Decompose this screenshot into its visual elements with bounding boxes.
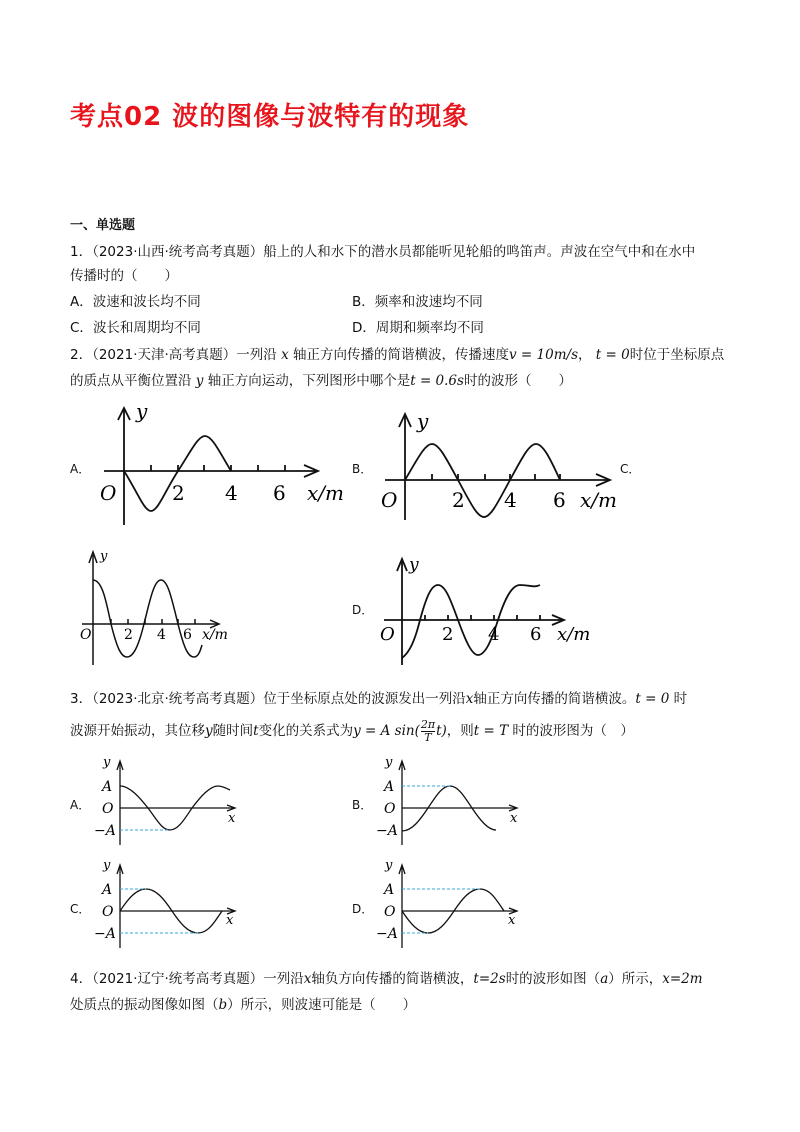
q3b-O: O xyxy=(384,801,396,817)
q3-source: （2023·北京·统考高考真题） xyxy=(92,691,264,707)
q1-option-d[interactable]: D．周期和频率均不同 xyxy=(352,320,484,336)
q3-option-b[interactable]: B． xyxy=(352,798,373,812)
q3-option-c[interactable]: C． xyxy=(70,902,91,916)
q2b-tick-4: 4 xyxy=(504,488,517,512)
q4-source: （2021·辽宁·统考高考真题） xyxy=(92,971,264,987)
q2a-x-unit: x/m xyxy=(307,481,344,505)
q1-source: （2023·山西·统考高考真题） xyxy=(92,244,264,260)
q1-option-b[interactable]: B．频率和波速均不同 xyxy=(352,294,483,310)
q2c-y-label: y xyxy=(100,549,108,564)
q2d-tick-4: 4 xyxy=(488,624,500,645)
q2-option-b[interactable]: B． xyxy=(352,462,373,476)
q2b-tick-6: 6 xyxy=(553,488,566,512)
q3a-A: A xyxy=(102,779,113,795)
q2d-x-unit: x/m xyxy=(557,624,591,645)
q2-line1: 2．（2021·天津·高考真题）一列沿 x 轴正方向传播的简谐横波，传播速度v = 10m/s， t = 0时位于坐标原点 xyxy=(70,347,725,363)
q2c-tick-2: 2 xyxy=(124,627,133,643)
q1-option-a[interactable]: A．波速和波长均不同 xyxy=(70,294,201,310)
q2-option-d[interactable]: D． xyxy=(352,603,374,617)
q2-option-a[interactable]: A． xyxy=(70,462,91,476)
q2b-x-unit: x/m xyxy=(580,488,617,512)
q2a-origin: O xyxy=(100,481,117,505)
q3-option-a[interactable]: A． xyxy=(70,798,91,812)
q3b-y: y xyxy=(385,755,393,770)
q2-source: （2021·天津·高考真题） xyxy=(92,347,237,363)
q1-text: 船上的人和水下的潜水员都能听见轮船的鸣笛声。声波在空气中和在水中 xyxy=(263,244,696,260)
q3d-negA: −A xyxy=(376,926,398,942)
q2d-tick-6: 6 xyxy=(530,624,542,645)
q2d-y-label: y xyxy=(409,555,419,575)
q2d-origin: O xyxy=(380,624,395,645)
q3a-negA: −A xyxy=(94,823,116,839)
q2a-tick-2: 2 xyxy=(172,481,185,505)
q3d-A: A xyxy=(384,882,395,898)
q2c-tick-6: 6 xyxy=(183,627,192,643)
q3b-A: A xyxy=(384,779,395,795)
q4-line2: 处质点的振动图像如图（b）所示，则波速可能是（ ） xyxy=(70,997,417,1013)
q3d-x: x xyxy=(508,913,516,928)
q3b-negA: −A xyxy=(376,823,398,839)
q3c-negA: −A xyxy=(94,926,116,942)
q3d-y: y xyxy=(385,858,393,873)
q3c-x: x xyxy=(226,913,234,928)
q2-line2: 的质点从平衡位置沿 y 轴正方向运动，下列图形中哪个是t = 0.6s时的波形（ ） xyxy=(70,373,572,389)
q2b-y-label: y xyxy=(417,409,429,433)
q2b-tick-2: 2 xyxy=(452,488,465,512)
q1-number: 1． xyxy=(70,244,93,260)
q2a-tick-6: 6 xyxy=(273,481,286,505)
section-heading: 一、单选题 xyxy=(70,218,136,233)
q4-line1: 4．（2021·辽宁·统考高考真题）一列沿x轴负方向传播的简谐横波，t=2s时的波形如图（a）所示，x=2m xyxy=(70,971,703,987)
q2c-x-unit: x/m xyxy=(202,627,228,643)
q2c-tick-4: 4 xyxy=(157,627,166,643)
q1-line2: 传播时的（ ） xyxy=(70,268,178,284)
q2-option-c[interactable]: C． xyxy=(620,462,641,476)
q3c-A: A xyxy=(102,882,113,898)
q3-formula: y = A sin( $\frac{2\pi}{T}$ t) xyxy=(353,718,447,744)
q3-line1: 3．（2023·北京·统考高考真题）位于坐标原点处的波源发出一列沿x轴正方向传播的简谐横波。t = 0 时 xyxy=(70,691,688,707)
q3-option-d[interactable]: D． xyxy=(352,902,374,916)
q2d-tick-2: 2 xyxy=(442,624,454,645)
q3c-y: y xyxy=(103,858,111,873)
q3b-x: x xyxy=(510,811,518,826)
q2a-tick-4: 4 xyxy=(225,481,238,505)
q2a-y-label: y xyxy=(136,399,148,423)
q3a-x: x xyxy=(228,811,236,826)
page-title: 考点02 波的图像与波特有的现象 xyxy=(70,102,470,132)
q2-speed: v = 10m/s xyxy=(509,347,578,363)
q2b-origin: O xyxy=(381,488,398,512)
q1-option-c[interactable]: C．波长和周期均不同 xyxy=(70,320,201,336)
q3a-y: y xyxy=(103,755,111,770)
q3a-O: O xyxy=(102,801,114,817)
q3c-O: O xyxy=(102,904,114,920)
q2c-origin: O xyxy=(80,627,92,643)
q3d-O: O xyxy=(384,904,396,920)
q3-line2: 波源开始振动，其位移y随时间t变化的关系式为y = A sin( $\frac{2\pi}{T}$ t)，则t = T 时的波形图为（ ） xyxy=(70,718,634,744)
